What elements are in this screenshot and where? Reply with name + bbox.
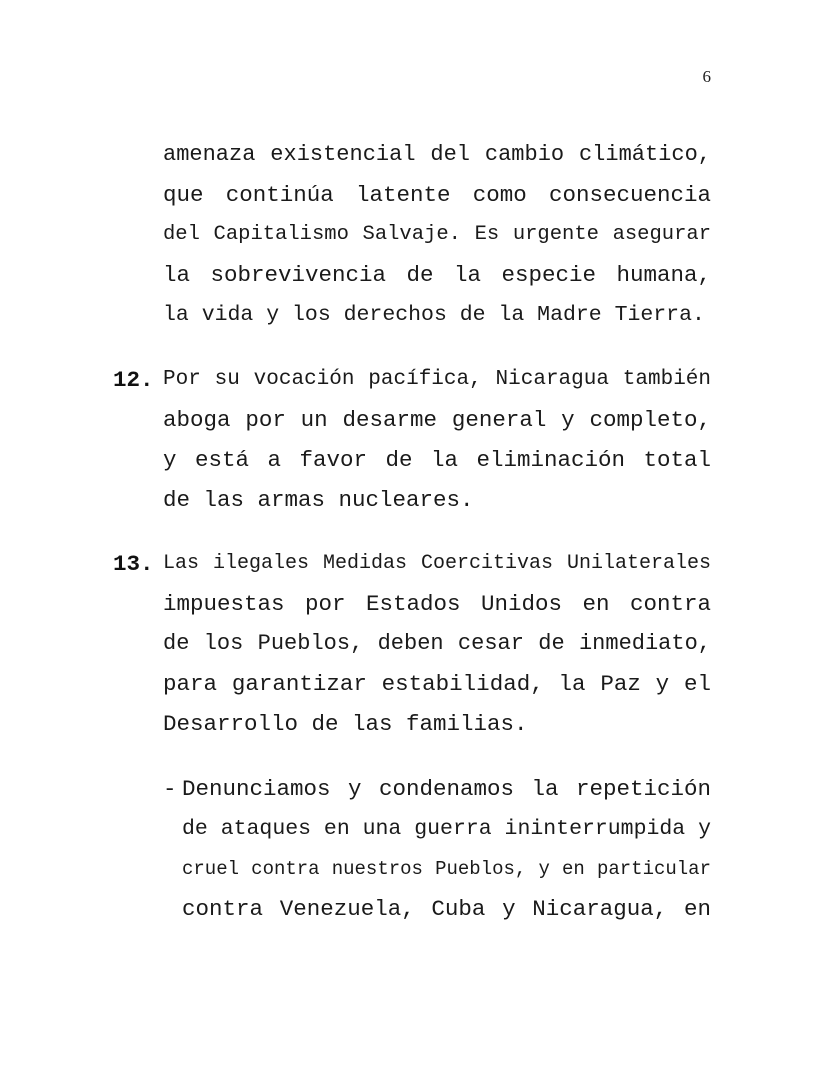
item-13-line: Las ilegales Medidas Coercitivas Unilaterales: [163, 552, 711, 575]
item-12-line: aboga por un desarme general y completo,: [163, 407, 711, 433]
item-12-line: de las armas nucleares.: [163, 487, 474, 513]
item-12-line: Por su vocación pacífica, Nicaragua también: [163, 368, 711, 391]
item-13-line: para garantizar estabilidad, la Paz y el: [163, 671, 711, 697]
paragraph-line: del Capitalismo Salvaje. Es urgente asegurar: [163, 223, 711, 246]
page-number: 6: [702, 67, 711, 86]
bullet-line: Denunciamos y condenamos la repetición: [182, 776, 711, 802]
bullet-line: de ataques en una guerra ininterrumpida y: [182, 817, 711, 841]
item-12-line: y está a favor de la eliminación total: [163, 447, 711, 473]
item-number-13: 13.: [113, 551, 154, 577]
paragraph-line: la sobrevivencia de la especie humana,: [163, 262, 711, 288]
bullet-line: contra Venezuela, Cuba y Nicaragua, en: [182, 896, 711, 922]
bullet-line: cruel contra nuestros Pueblos, y en particular: [182, 858, 711, 880]
paragraph-line: la vida y los derechos de la Madre Tierra.: [163, 303, 705, 327]
paragraph-line: que continúa latente como consecuencia: [163, 182, 711, 208]
bullet-marker: -: [163, 776, 177, 802]
item-13-line: de los Pueblos, deben cesar de inmediato,: [163, 631, 711, 656]
item-13-line: impuestas por Estados Unidos en contra: [163, 591, 711, 617]
item-number-12: 12.: [113, 367, 154, 393]
item-13-line: Desarrollo de las familias.: [163, 711, 528, 737]
paragraph-line: amenaza existencial del cambio climático,: [163, 142, 711, 167]
